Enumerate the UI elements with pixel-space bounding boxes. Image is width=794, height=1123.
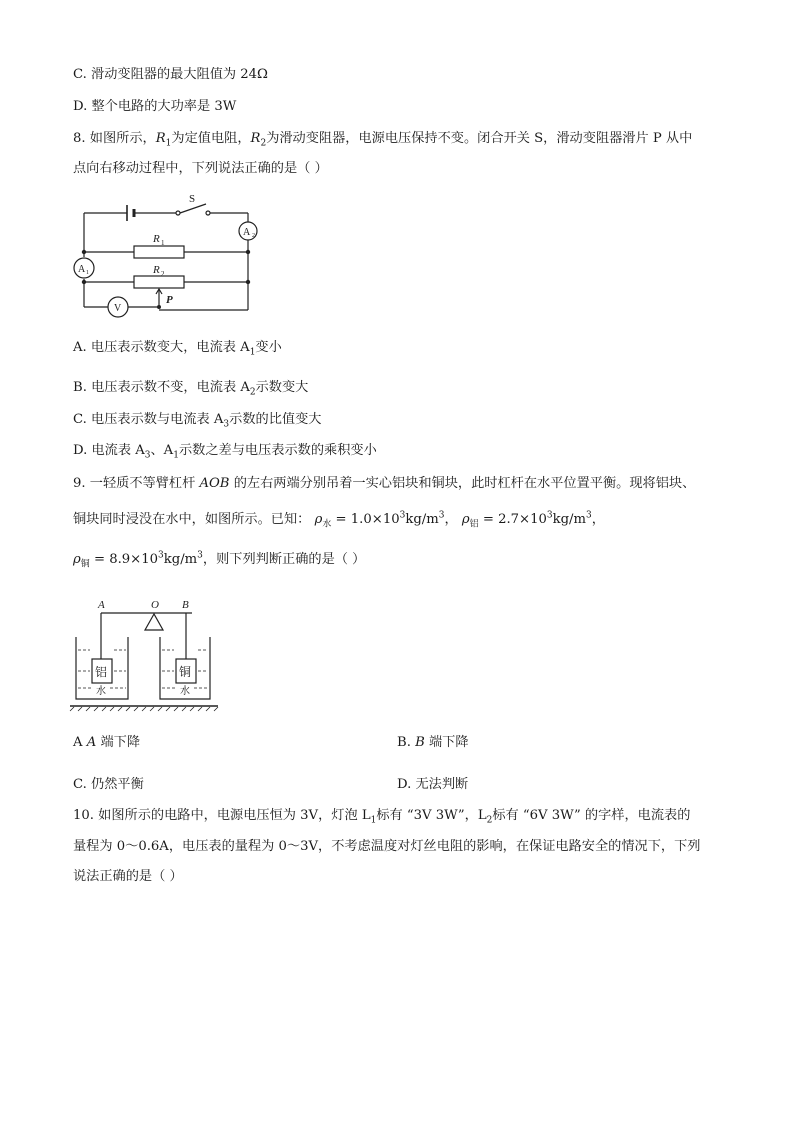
ammeter-a2-label: A [243,227,251,238]
q7-option-c: C. 滑动变阻器的最大阻值为 24Ω [73,67,268,82]
water-left-label: 水 [96,686,106,697]
q9-option-c: C. 仍然平衡 [73,777,144,792]
copper-block-label: 铜 [179,665,192,679]
q8-option-b: B. 电压表示数不变，电流表 $A_2$示数变大 [73,380,309,398]
svg-text:2: 2 [252,233,255,239]
svg-text:1: 1 [86,270,89,276]
q8-option-c: C. 电压表示数与电流表 $A_3$示数的比值变大 [73,412,322,430]
r1-label: R [153,233,160,245]
q9-lever-figure [70,597,220,712]
q9-stem-line2: 铜块同时浸没在水中，如图所示。已知： $\rho_水 = 1.0\times 10^3kg/m^3$， $\rho_铝 = 2.7\times 10^3kg/m^3$， [73,510,605,530]
q8-option-d: D. 电流表 $A_3$、$A_1$示数之差与电压表示数的乘积变小 [73,443,377,461]
lever-end-a-label: A [98,599,105,611]
q9-option-a: A A 端下降 [73,735,141,750]
q8-option-a: A. 电压表示数变大，电流表 $A_1$变小 [73,340,282,358]
slider-p-label: P [166,294,173,306]
voltmeter-label: V [114,303,122,314]
ammeter-a1-label: A [78,264,86,275]
svg-text:2: 2 [161,270,165,278]
q9-option-b: B. B 端下降 [397,735,469,750]
q7-option-d: D. 整个电路的大功率是 3W [73,99,237,114]
q8-stem-line2: 点向右移动过程中，下列说法正确的是（ ） [73,161,328,176]
water-right-label: 水 [180,686,190,697]
switch-label: S [189,193,196,205]
q10-stem-line2: 量程为 0～0.6A，电压表的量程为 0～3V，不考虑温度对灯丝电阻的影响，在保证电路安全的情况下，下列 [73,839,701,854]
q9-stem-line3: $\rho_铜 = 8.9\times 10^3kg/m^3$，则下列判断正确的是（ ） [73,550,366,570]
fulcrum-o-label: O [151,599,159,611]
q10-stem-line1: 10. 如图所示的电路中，电源电压恒为 3V，灯泡 $L_1$标有 “3V 3W”，$L_2$标有 “6V 3W” 的字样，电流表的 [73,808,691,826]
aluminum-block-label: 铝 [95,665,108,679]
q9-stem-line1: 9. 一轻质不等臂杠杆 AOB 的左右两端分别吊着一实心铝块和铜块，此时杠杆在水平位置平衡。现将铝块、 [73,476,696,491]
q9-option-d: D. 无法判断 [397,777,469,792]
q10-stem-line3: 说法正确的是（ ） [73,869,183,884]
q8-stem-line1: 8. 如图所示，$R_1$为定值电阻，$R_2$为滑动变阻器，电源电压保持不变。闭合开关 S，滑动变阻器滑片 P 从中 [73,131,693,149]
q8-circuit-figure [72,190,272,320]
lever-end-b-label: B [182,599,189,611]
r2-label: R [153,264,160,276]
svg-text:1: 1 [161,239,165,247]
